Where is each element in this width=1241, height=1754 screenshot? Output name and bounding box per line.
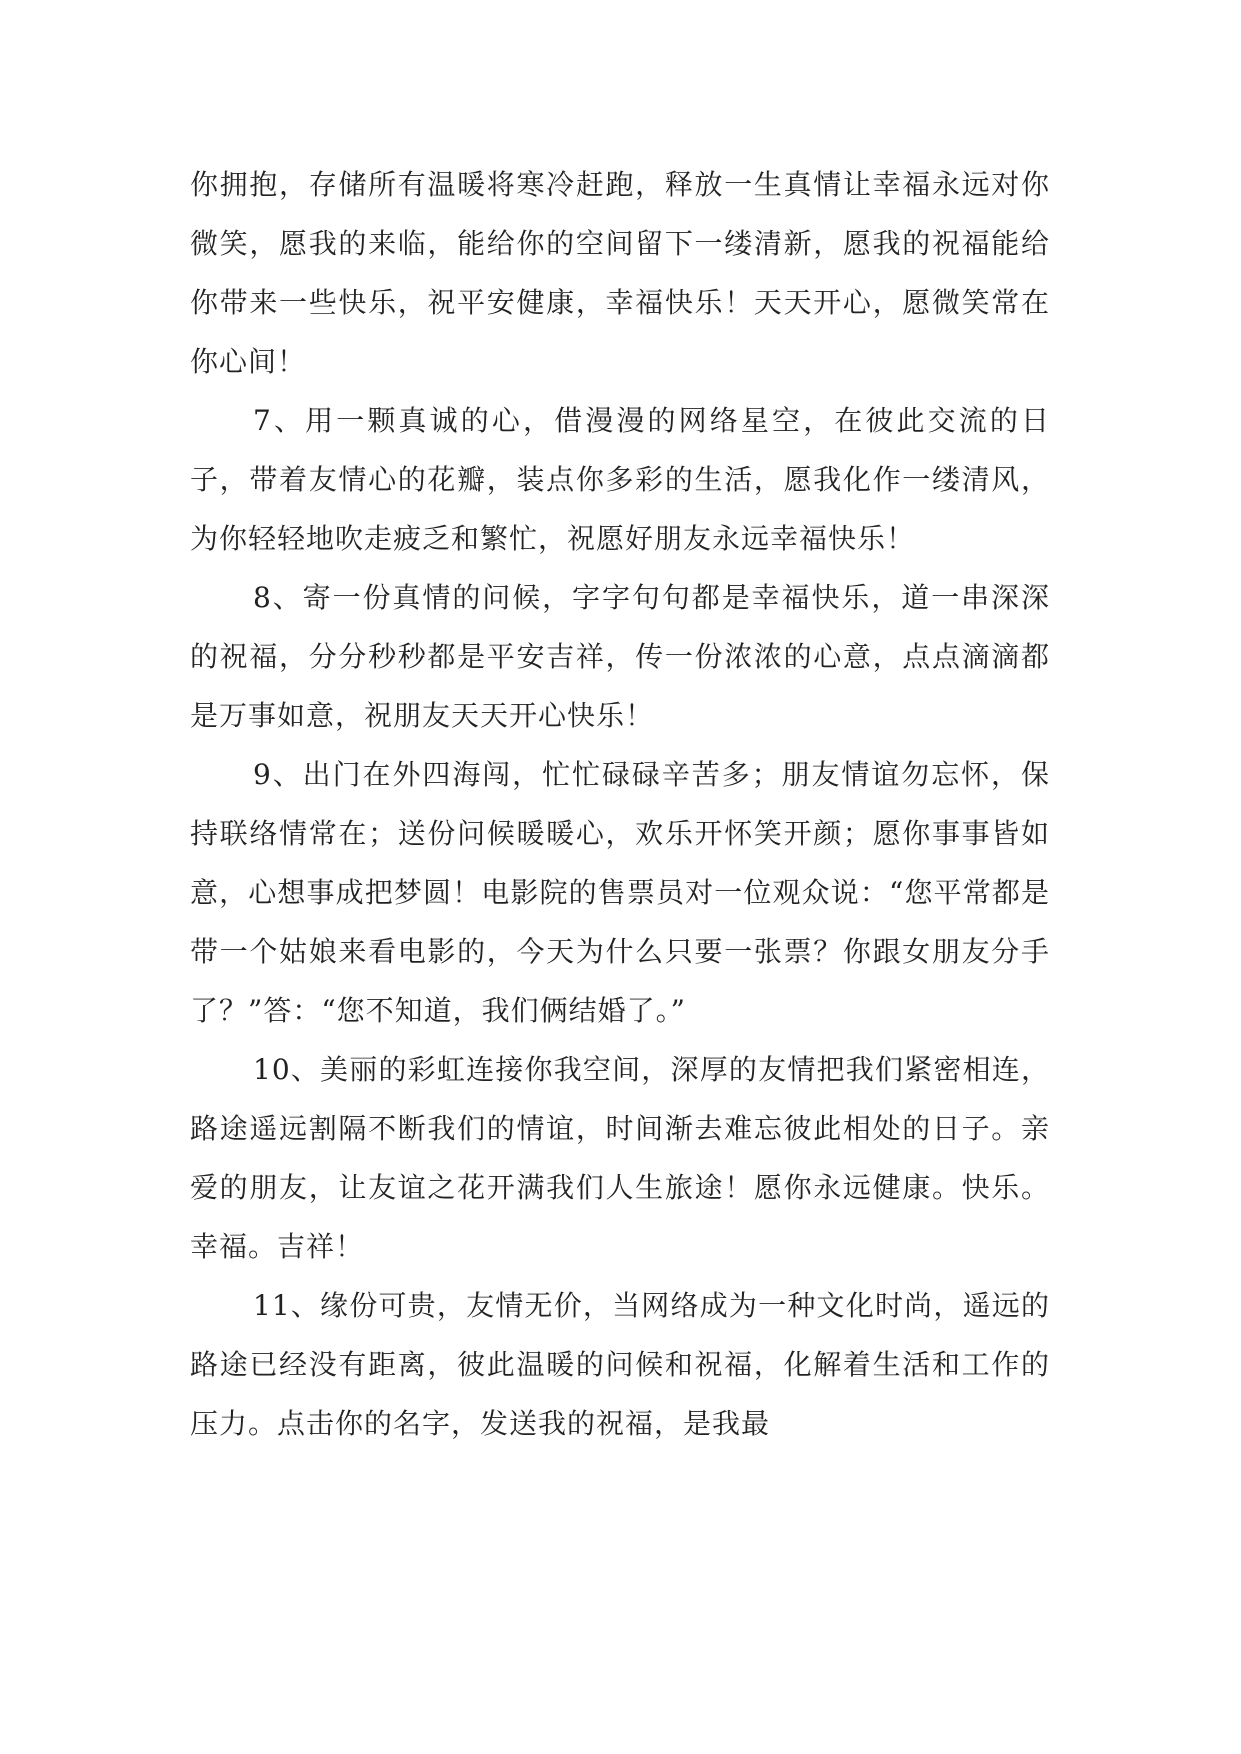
paragraph-item-7: 7、用一颗真诚的心，借漫漫的网络星空，在彼此交流的日子，带着友情心的花瓣，装点你多彩的生活，愿我化作一缕清风，为你轻轻地吹走疲乏和繁忙，祝愿好朋友永远幸福快乐！	[190, 404, 1050, 555]
paragraph-item-10: 10、美丽的彩虹连接你我空间，深厚的友情把我们紧密相连，路途遥远割隔不断我们的情谊，时间渐去难忘彼此相处的日子。亲爱的朋友，让友谊之花开满我们人生旅途！愿你永远健康。快乐。幸福。吉祥！	[190, 1053, 1050, 1263]
paragraph-item-11: 11、缘份可贵，友情无价，当网络成为一种文化时尚，遥远的路途已经没有距离，彼此温暖的问候和祝福，化解着生活和工作的压力。点击你的名字，发送我的祝福，是我最	[190, 1289, 1050, 1440]
document-body	[190, 155, 1050, 1453]
paragraph-continuation: 你拥抱，存储所有温暖将寒冷赶跑，释放一生真情让幸福永远对你微笑，愿我的来临，能给你的空间留下一缕清新，愿我的祝福能给你带来一些快乐，祝平安健康，幸福快乐！天天开心，愿微笑常在你心间！	[190, 168, 1050, 378]
paragraph-item-9: 9、出门在外四海闯，忙忙碌碌辛苦多；朋友情谊勿忘怀，保持联络情常在；送份问候暖暖心，欢乐开怀笑开颜；愿你事事皆如意，心想事成把梦圆！电影院的售票员对一位观众说：“您平常都是带一个姑娘来看电影的，今天为什么只要一张票？你跟女朋友分手了？”答：“您不知道，我们俩结婚了。”	[190, 758, 1050, 1027]
paragraph-item-8: 8、寄一份真情的问候，字字句句都是幸福快乐，道一串深深的祝福，分分秒秒都是平安吉祥，传一份浓浓的心意，点点滴滴都是万事如意，祝朋友天天开心快乐！	[190, 581, 1050, 732]
